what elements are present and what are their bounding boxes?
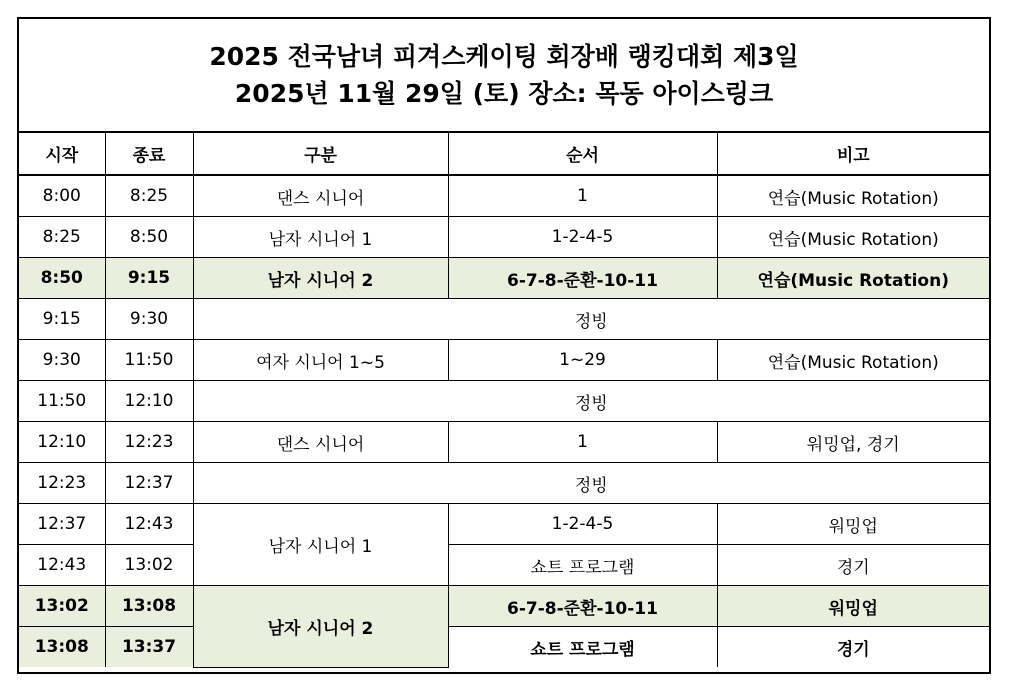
date-venue: 2025년 11월 29일 (토) 장소: 목동 아이스링크	[234, 79, 774, 108]
start-time: 8:50	[19, 258, 105, 299]
table-row	[19, 175, 989, 217]
start-time: 12:10	[19, 422, 105, 463]
end-time: 13:08	[105, 586, 193, 627]
merged-cell: 정빙	[193, 381, 989, 422]
end-time: 12:23	[105, 422, 193, 463]
start-time: 11:50	[19, 381, 105, 422]
end-time: 8:50	[105, 217, 193, 258]
order-cell: 1~29	[448, 340, 717, 381]
schedule-sheet	[17, 17, 991, 674]
note-cell: 연습(Music Rotation)	[717, 217, 989, 258]
header-note: 비고	[717, 133, 989, 175]
note-cell: 워밍업, 경기	[717, 422, 989, 463]
order-cell: 1-2-4-5	[448, 217, 717, 258]
category-cell: 여자 시니어 1~5	[193, 340, 448, 381]
header-order: 순서	[448, 133, 717, 175]
order-cell: 1	[448, 175, 717, 217]
table-row	[19, 463, 989, 504]
category-cell: 남자 시니어 1	[193, 217, 448, 258]
category-cell: 댄스 시니어	[193, 175, 448, 217]
note-cell: 연습(Music Rotation)	[717, 175, 989, 217]
end-time: 13:37	[105, 627, 193, 668]
note-cell: 연습(Music Rotation)	[717, 340, 989, 381]
header-category: 구분	[193, 133, 448, 175]
order-cell: 6-7-8-준환-10-11	[448, 258, 717, 299]
order-cell: 쇼트 프로그램	[448, 545, 717, 586]
merged-cell: 정빙	[193, 463, 989, 504]
start-time: 13:02	[19, 586, 105, 627]
merged-cell: 정빙	[193, 299, 989, 340]
table-row	[19, 340, 989, 381]
table-row	[19, 258, 989, 299]
start-time: 12:37	[19, 504, 105, 545]
note-cell: 연습(Music Rotation)	[717, 258, 989, 299]
table-row	[19, 381, 989, 422]
end-time: 8:25	[105, 175, 193, 217]
order-cell: 6-7-8-준환-10-11	[448, 586, 717, 627]
table-row	[19, 217, 989, 258]
order-cell: 쇼트 프로그램	[448, 627, 717, 668]
start-time: 9:30	[19, 340, 105, 381]
table-row	[19, 627, 989, 668]
note-cell: 워밍업	[717, 504, 989, 545]
category-cell: 댄스 시니어	[193, 422, 448, 463]
header-end: 종료	[105, 133, 193, 175]
category-cell: 남자 시니어 2	[193, 258, 448, 299]
start-time: 8:25	[19, 217, 105, 258]
end-time: 9:30	[105, 299, 193, 340]
header-start: 시작	[19, 133, 105, 175]
start-time: 12:43	[19, 545, 105, 586]
table-row	[19, 504, 989, 545]
note-cell: 경기	[717, 627, 989, 668]
category-cell: 남자 시니어 2	[193, 586, 448, 668]
page-title: 2025 전국남녀 피겨스케이팅 회장배 랭킹대회 제3일	[209, 42, 799, 71]
start-time: 8:00	[19, 175, 105, 217]
end-time: 12:10	[105, 381, 193, 422]
title-box	[19, 19, 989, 133]
note-cell: 워밍업	[717, 586, 989, 627]
end-time: 12:43	[105, 504, 193, 545]
table-row	[19, 545, 989, 586]
category-cell: 남자 시니어 1	[193, 504, 448, 586]
table-row	[19, 586, 989, 627]
start-time: 13:08	[19, 627, 105, 668]
schedule-table	[19, 133, 989, 668]
start-time: 9:15	[19, 299, 105, 340]
table-row	[19, 299, 989, 340]
order-cell: 1	[448, 422, 717, 463]
end-time: 13:02	[105, 545, 193, 586]
table-row	[19, 422, 989, 463]
header-row	[19, 133, 989, 175]
end-time: 9:15	[105, 258, 193, 299]
end-time: 12:37	[105, 463, 193, 504]
end-time: 11:50	[105, 340, 193, 381]
start-time: 12:23	[19, 463, 105, 504]
order-cell: 1-2-4-5	[448, 504, 717, 545]
note-cell: 경기	[717, 545, 989, 586]
